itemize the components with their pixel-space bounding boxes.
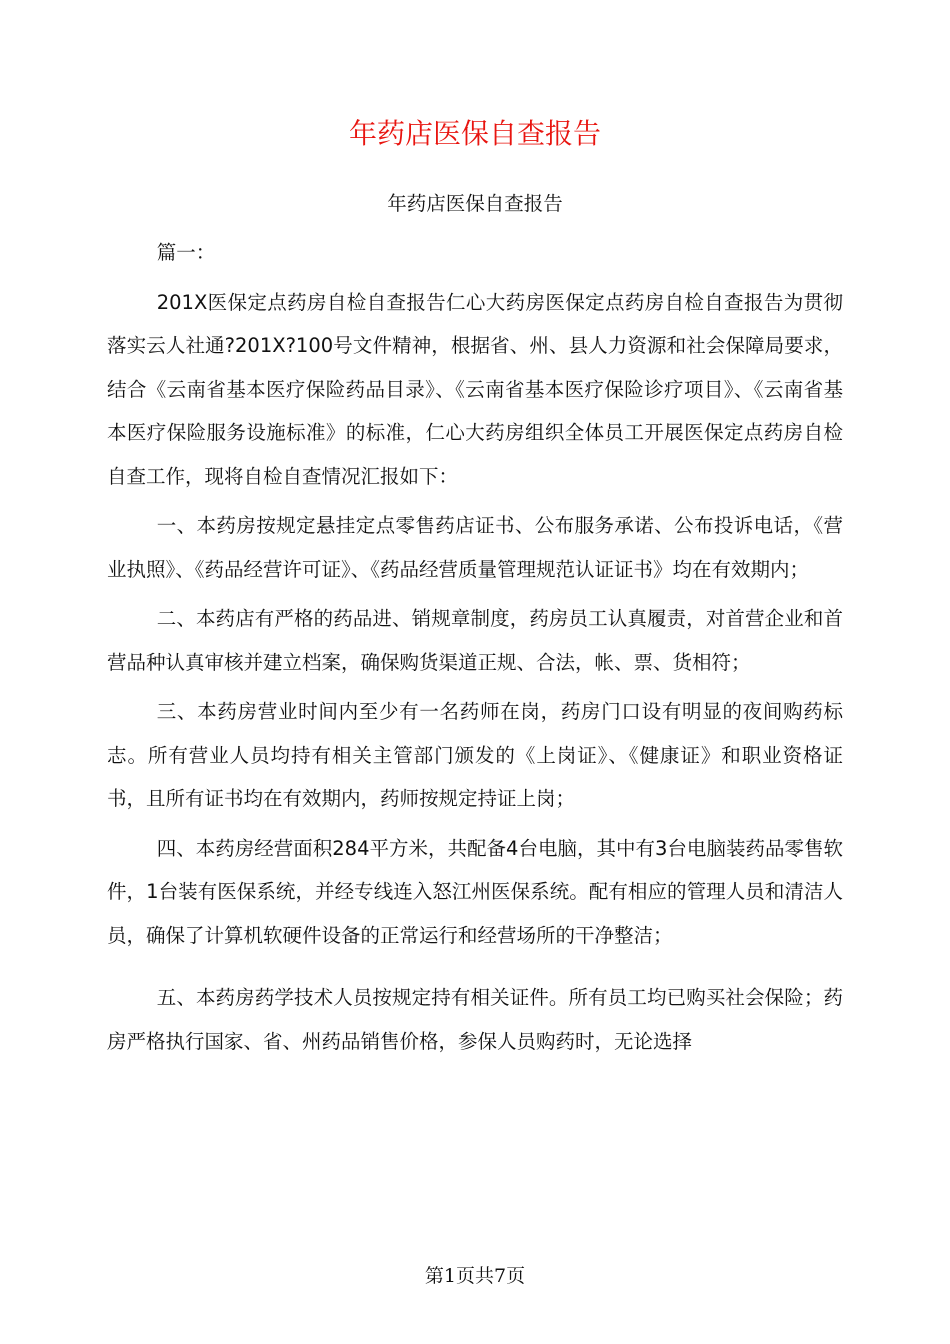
document-title: 年药店医保自查报告 (348, 117, 601, 150)
section-label: 篇一： (156, 241, 216, 264)
document-subtitle: 年药店医保自查报告 (387, 192, 563, 215)
paragraph-item-1: 一、本药房按规定悬挂定点零售药店证书、公布服务承诺、公布投诉电话，《营业执照》、《药品经营许可证》、《药品经营质量管理规范认证证书》均在有效期内； (107, 514, 843, 581)
paragraph-item-3: 三、本药房营业时间内至少有一名药师在岗，药房门口设有明显的夜间购药标志。所有营业人员均持有相关主管部门颁发的《上岗证》、《健康证》和职业资格证书，且所有证书均在有效期内，药师按规定持证上岗； (107, 700, 843, 810)
document-body (107, 231, 843, 1063)
page-number: 第1页共7页 (424, 1265, 526, 1287)
paragraph-intro: 201X医保定点药房自检自查报告仁心大药房医保定点药房自检自查报告为贯彻落实云人社通?201X?100号文件精神，根据省、州、县人力资源和社会保障局要求，结合《云南省基本医疗保险药品目录》、《云南省基本医疗保险诊疗项目》、《云南省基本医疗保险服务设施标准》的标准，仁心大药房组织全体员工开展医保定点药房自检自查工作，现将自检自查情况汇报如下： (107, 290, 843, 488)
paragraph-item-2: 二、本药店有严格的药品进、销规章制度，药房员工认真履责，对首营企业和首营品种认真审核并建立档案，确保购货渠道正规、合法，帐、票、货相符； (107, 607, 843, 674)
paragraph-item-5: 五、本药房药学技术人员按规定持有相关证件。所有员工均已购买社会保险；药房严格执行国家、省、州药品销售价格，参保人员购药时，无论选择 (107, 986, 843, 1053)
paragraph-item-4: 四、本药房经营面积284平方米，共配备4台电脑，其中有3台电脑装药品零售软件，1台装有医保系统，并经专线连入怒江州医保系统。配有相应的管理人员和清洁人员，确保了计算机软硬件设备的正常运行和经营场所的干净整洁； (107, 836, 843, 947)
